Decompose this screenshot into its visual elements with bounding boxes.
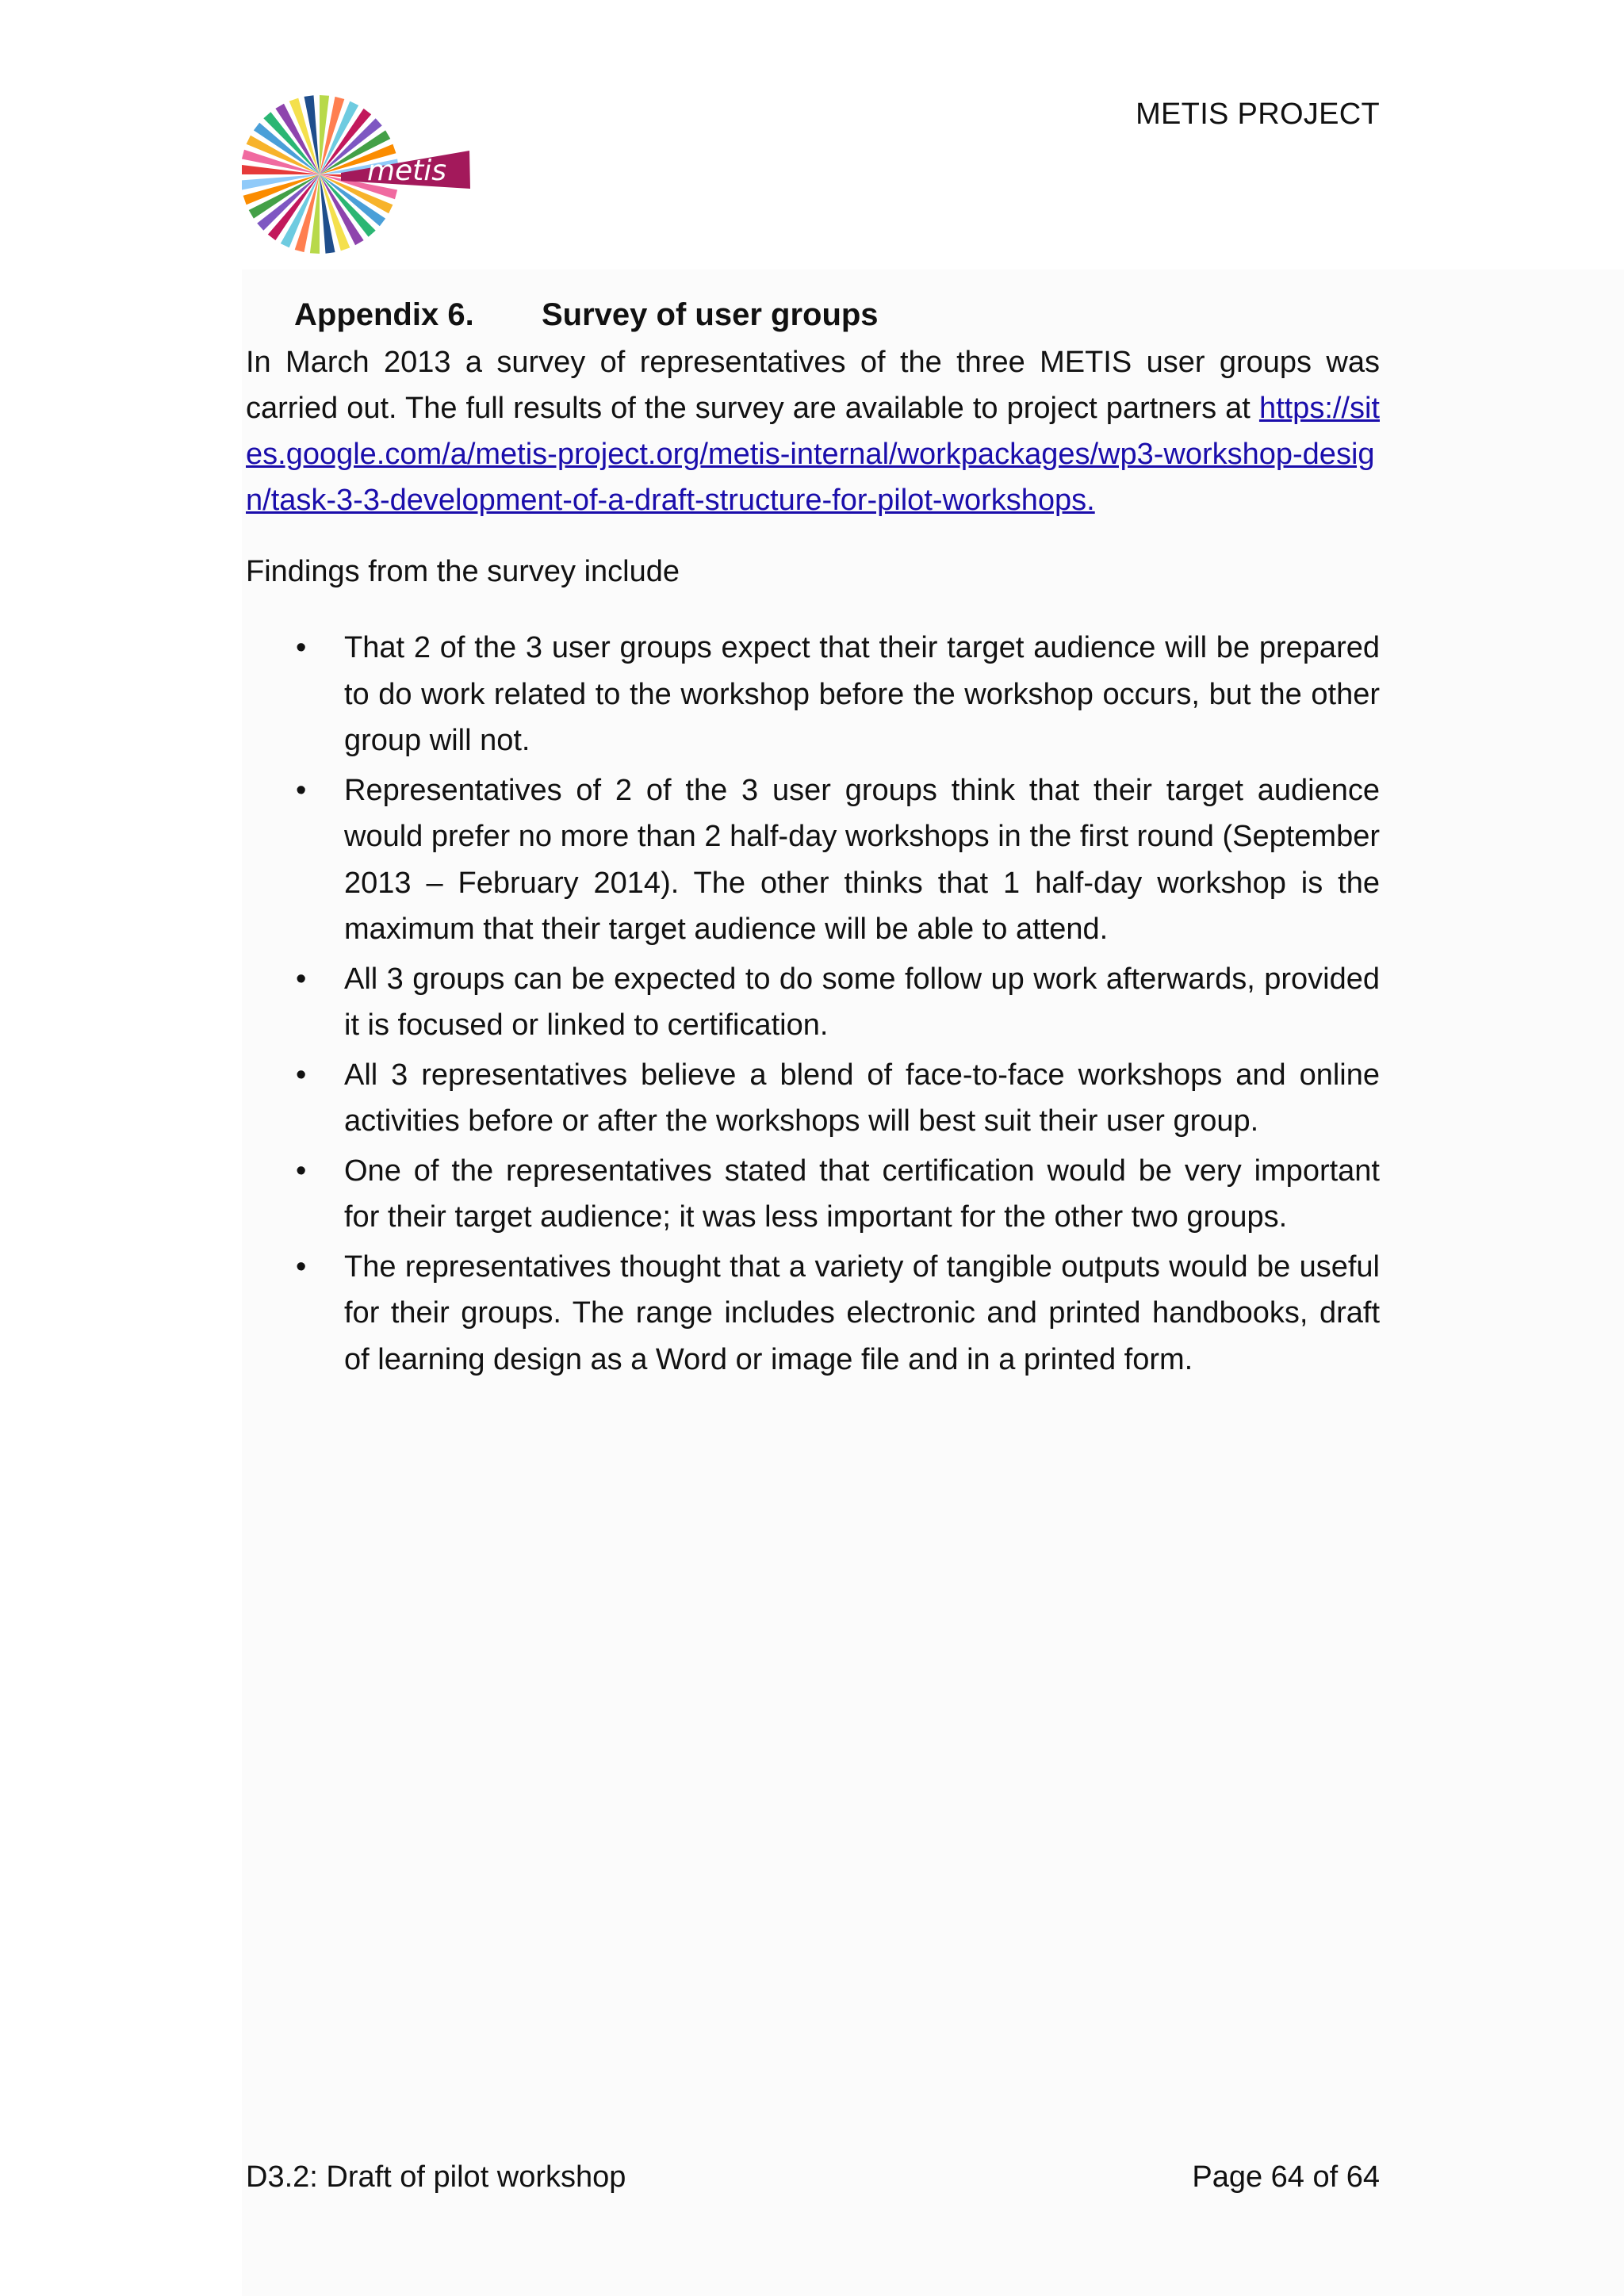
footer-page-number: Page 64 of 64 [1192,2160,1380,2194]
intro-text: In March 2013 a survey of representatives of the three METIS user groups was carried out. The full results of the survey are available to project partners at [246,346,1380,425]
findings-list [246,625,1380,1383]
finding-text: All 3 representatives believe a blend of face-to-face workshops and online activities before or after the workshops will best suit their user group. [344,1058,1380,1138]
bullet-icon: • [296,773,307,807]
appendix-heading [294,297,879,333]
appendix-title: Survey of user groups [542,297,879,332]
findings-intro: Findings from the survey include [246,555,680,588]
intro-paragraph [246,339,1380,523]
metis-logo [242,87,480,266]
list-item [246,1052,1380,1145]
survey-results-link[interactable]: https://sites.google.com/a/metis-project.org/metis-internal/workpackages/wp3-workshop-design/task-3-3-development-of-a-draft-structure-for-pilot-workshops. [246,392,1380,517]
bullet-icon: • [296,1249,307,1284]
list-item [246,956,1380,1049]
list-item [246,1244,1380,1383]
footer-document-title: D3.2: Draft of pilot workshop [246,2160,626,2194]
finding-text: All 3 groups can be expected to do some follow up work afterwards, provided it is focused or linked to certification. [344,962,1380,1042]
finding-text: One of the representatives stated that certification would be very important for their target audience; it was less important for the other two groups. [344,1154,1380,1234]
appendix-number: Appendix 6. [294,297,474,332]
bullet-icon: • [296,631,307,664]
bullet-icon: • [296,1058,307,1092]
list-item [246,1148,1380,1241]
bullet-icon: • [296,962,307,996]
list-item [246,767,1380,953]
bullet-icon: • [296,1154,307,1188]
finding-text: The representatives thought that a variety of tangible outputs would be useful for their groups. The range includes electronic and printed handbooks, draft of learning design as a Word or image file and in a printed form. [344,1249,1380,1376]
list-item [246,625,1380,764]
finding-text: Representatives of 2 of the 3 user groups think that their target audience would prefer no more than 2 half-day workshops in the first round (September 2013 – February 2014). The other thinks that 1 half-day workshop is the maximum that their target audience will be able to attend. [344,773,1380,946]
logo-text: metis [366,155,447,187]
finding-text: That 2 of the 3 user groups expect that their target audience will be prepared to do work related to the workshop before the workshop occurs, but the other group will not. [344,631,1380,757]
running-header: METIS PROJECT [1136,98,1380,131]
